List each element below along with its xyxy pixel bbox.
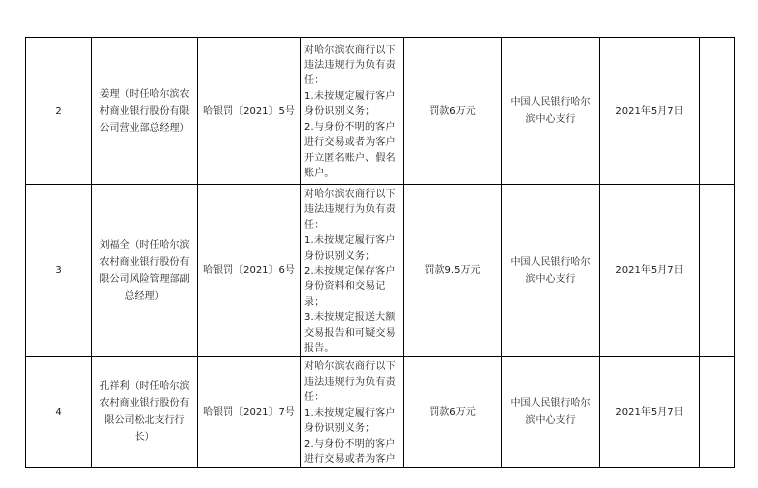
violation-line: 1.未按规定履行客户身份识别义务； — [304, 235, 396, 262]
date-cell: 2021年5月7日 — [600, 357, 700, 468]
violation-line: 对哈尔滨农商行以下违法违规行为负有责任： — [304, 44, 396, 87]
authority-cell: 中国人民银行哈尔滨中心支行 — [502, 185, 600, 357]
row-number-cell: 4 — [26, 357, 92, 468]
violation-line: 2.与身份不明的客户进行交易或者为客户开立匿名账户、假名账户。 — [304, 121, 396, 179]
penalty-cell: 罚款6万元 — [404, 38, 502, 185]
table-row — [26, 357, 735, 468]
row-number-cell: 3 — [26, 185, 92, 357]
violation-line: 2.未按规定保存客户身份资料和交易记录； — [304, 266, 396, 308]
note-cell — [700, 38, 735, 185]
violation-line: 对哈尔滨农商行以下违法违规行为负有责任： — [304, 361, 396, 404]
document-number-cell: 哈银罚〔2021〕5号 — [198, 38, 301, 185]
violations-cell — [301, 185, 404, 357]
document-number-cell: 哈银罚〔2021〕6号 — [198, 185, 301, 357]
row-number-cell: 2 — [26, 38, 92, 185]
note-cell — [700, 357, 735, 468]
penalty-cell: 罚款6万元 — [404, 357, 502, 468]
date-cell: 2021年5月7日 — [600, 38, 700, 185]
violations-cell — [301, 38, 404, 185]
table-row — [26, 38, 735, 185]
person-cell: 刘福全（时任哈尔滨农村商业银行股份有限公司风险管理部副总经理） — [92, 185, 198, 357]
person-cell: 姜理（时任哈尔滨农村商业银行股份有限公司营业部总经理） — [92, 38, 198, 185]
violation-line: 对哈尔滨农商行以下违法违规行为负有责任： — [304, 189, 396, 231]
violation-line: 3.未按规定报送大额交易报告和可疑交易报告。 — [304, 312, 396, 355]
violations-cell — [301, 357, 404, 468]
violation-line: 1.未按规定履行客户身份识别义务； — [304, 407, 396, 435]
penalty-cell: 罚款9.5万元 — [404, 185, 502, 357]
date-cell: 2021年5月7日 — [600, 185, 700, 357]
document-number-cell: 哈银罚〔2021〕7号 — [198, 357, 301, 468]
penalty-table — [25, 37, 735, 468]
authority-cell: 中国人民银行哈尔滨中心支行 — [502, 38, 600, 185]
person-cell: 孔祥利（时任哈尔滨农村商业银行股份有限公司松北支行行长） — [92, 357, 198, 468]
violation-line: 1.未按规定履行客户身份识别义务； — [304, 90, 396, 118]
authority-cell: 中国人民银行哈尔滨中心支行 — [502, 357, 600, 468]
violation-line: 2.与身份不明的客户进行交易或者为客户 — [304, 438, 396, 465]
note-cell — [700, 185, 735, 357]
table-row — [26, 185, 735, 357]
